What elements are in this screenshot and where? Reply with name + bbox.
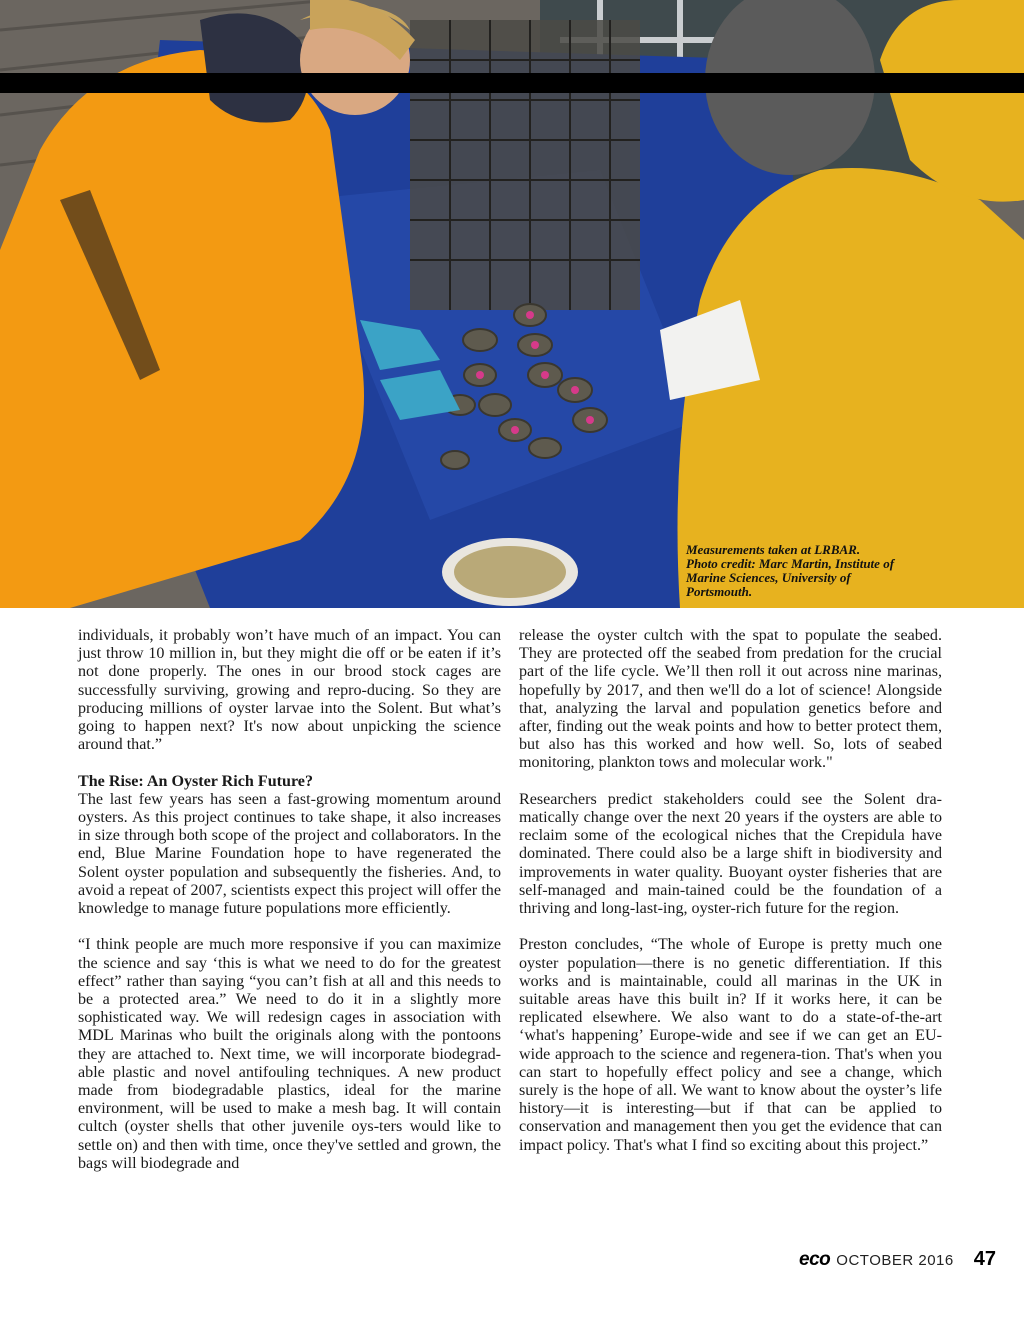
black-bar [0, 73, 1024, 93]
paragraph: The last few years has seen a fast-growing momentum around oysters. As this project continues to take shape, it also increases in size through both scope of the project and collaborators. In the end, Blue Marine Foundation hope to have regenerated the Solent oyster population and subsequently the fisheries. And, to avoid a repeat of 2007, scientists expect this project will offer the knowledge to manage future populations more efficiently. [78, 790, 501, 918]
issue-date: OCTOBER 2016 [836, 1252, 954, 1269]
paragraph: Preston concludes, “The whole of Europe is pretty much one oyster population—there is no genetic differentiation. If this works and is maintainable, could all marinas in the UK in suitable areas have this built in? If it works here, it can be replicated elsewhere. We also want to do a state-of-the-art ‘what's happening’ Europe-wide and see if we can get an EU-wide approach to the science and regenera-tion. That's when you can start to hopefully effect policy and see a change, which surely is the hope of all. We want to know about the oyster’s life history—it is interesting—but if that can be applied to conservation and management then you get the evidence that can impact policy. That's what I find so exciting about this project.” [519, 936, 942, 1154]
oyster-cage [410, 20, 640, 310]
page-footer [799, 1248, 996, 1272]
caption-line: Marine Sciences, University of [686, 570, 851, 585]
photo-caption [686, 543, 941, 599]
caption-line: Measurements taken at LRBAR. [686, 542, 861, 557]
left-column [78, 627, 501, 1191]
bucket [442, 538, 578, 606]
magazine-brand: eco [799, 1249, 831, 1270]
section-heading: The Rise: An Oyster Rich Future? [78, 772, 313, 790]
page-number: 47 [973, 1248, 996, 1270]
paragraph: “I think people are much more responsive if you can maximize the science and say ‘this is what we need to do for the greatest effect” rather than saying “you can’t fish at all and this needs to be a protected area.” We need to do it in a slightly more sophisticated way. We will redesign cages in association with MDL Marinas who built the originals along with the pontoons they are attached to. Next time, we will incorporate biodegrad-able plastic and novel antifouling techniques. A new product made from biodegradable plastics, ideal for the marine environment, will be used to make a mesh bag. It will contain cultch (oyster shells that other juvenile oys-ters would like to settle on) and then with time, once they've settled and grown, the bags will biodegrade and [78, 936, 501, 1172]
paragraph: release the oyster cultch with the spat to populate the seabed. They are protected off the seabed from predation for the crucial part of the life cycle. We’ll then roll it out across nine marinas, hopefully by 2017, and then we'll do a lot of science! Alongside that, analyzing the larval and population genetics before and after, finding out the weak points and how to better protect them, but also has this worked and how well. So, lots of seabed monitoring, plankton tows and molecular work." [519, 627, 942, 772]
paragraph: individuals, it probably won’t have much of an impact. You can just throw 10 million in, but they might die off or be eaten if it’s not done properly. The ones in our brood stock cages are successfully surviving, growing and repro-ducing. So they are producing millions of oyster larvae into the Solent. But what’s going to happen next? It's now about unpicking the science around that.” [78, 627, 501, 754]
right-column [519, 627, 942, 1173]
caption-line: Portsmouth. [686, 584, 753, 599]
caption-line: Photo credit: Marc Martin, Institute of [686, 556, 895, 571]
paragraph: Researchers predict stakeholders could see the Solent dra-matically change over the next 20 years if the oysters are able to reclaim some of the ecological niches that the Crepidula have dominated. There could also be a large shift in biodiversity and improvements in water quality. Buoyant oyster fisheries that are self-managed and main-tained could be the foundation of a thriving and long-last-ing, oyster-rich future for the region. [519, 790, 942, 918]
